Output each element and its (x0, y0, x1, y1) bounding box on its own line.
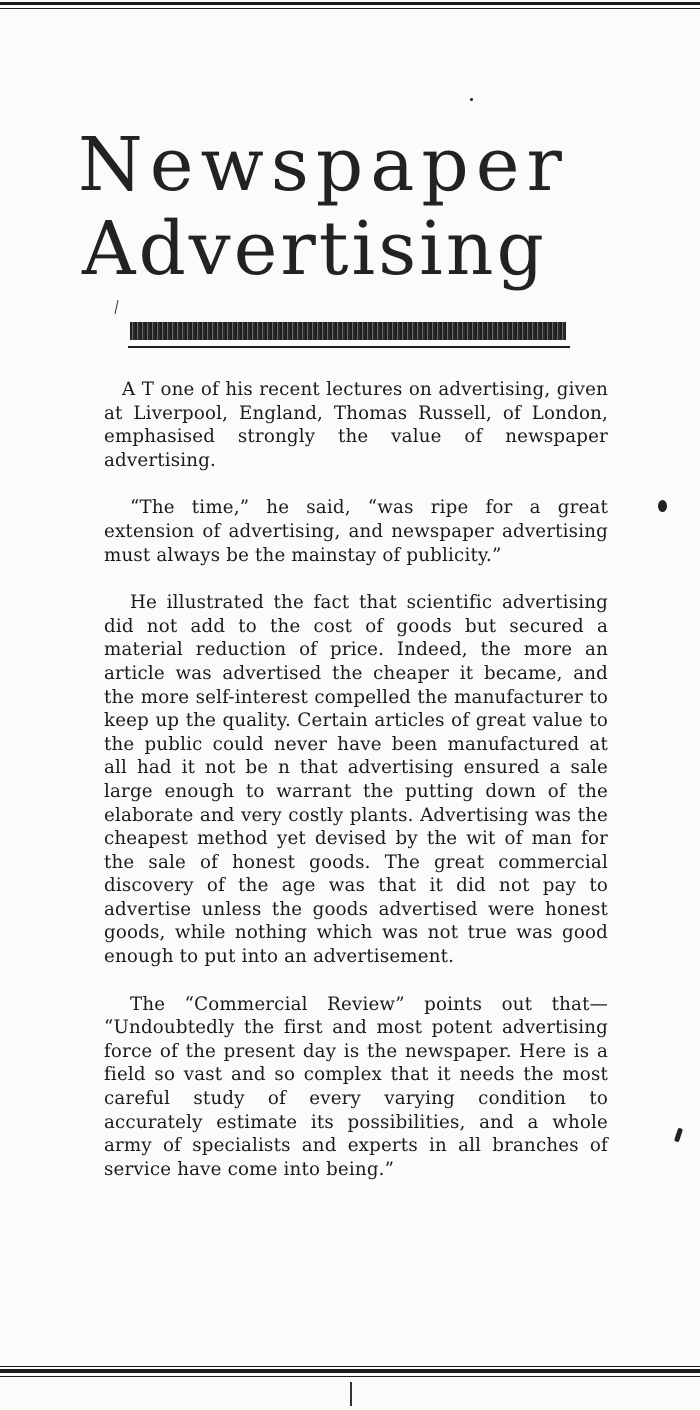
paragraph-3: He illustrated the fact that scientific advertising did not add to the cost of goods but secured a material reduction of price. Indeed, the more an article was advertised the cheaper it became, and the more self-interest compelled the manufacturer to keep up the quality. Certain articles of great value to the public could never have been manufactured at all had it not be n that advertising ensured a sale large enough to warrant the putting down of the elaborate and very costly plants. Advertising was the cheapest method yet devised by the wit of man for the sale of honest goods. The great commercial discovery of the age was that it did not pay to advertise unless the goods advertised were honest goods, while nothing which was not true was good enough to put into an advertisement. (104, 592, 608, 968)
paragraph-1-text: T one of his recent lectures on advertising, given at Liverpool, England, Thomas Russell, of London, emphasised strongly the value of newspaper advertising. (104, 379, 608, 471)
article-body (104, 378, 608, 1205)
paragraph-2: “The time,” he said, “was ripe for a great extension of advertising, and newspaper advertising must always be the mainstay of publicity.” (104, 497, 608, 566)
ink-speck (470, 98, 473, 101)
headline-line-1: Newspaper (78, 122, 569, 208)
paragraph-1 (104, 378, 608, 472)
paragraph-4: The “Commercial Review” points out that— “Undoubtedly the first and most potent advertising force of the present day is the newspaper. Here is a field so vast and so complex that it needs the most careful study of every varying condition to accurately estimate its possibilities, and a whole army of specialists and experts in all branches of service have come into being.” (104, 993, 608, 1180)
initial-letter: A (122, 379, 136, 400)
bottom-rule-thin (0, 1366, 700, 1367)
ink-speck (658, 500, 667, 512)
bottom-rule-thick (0, 1369, 700, 1373)
headline-line-2: Advertising (82, 206, 547, 292)
ink-speck (674, 1128, 683, 1143)
top-rule-thick (0, 2, 700, 5)
ornamental-rule (130, 322, 566, 340)
scan-artifact-vertical (350, 1382, 352, 1406)
ornamental-underline (128, 346, 570, 348)
top-rule-thin (0, 8, 700, 9)
scan-artifact-line (115, 300, 119, 314)
bottom-rule-thin-2 (0, 1376, 700, 1377)
